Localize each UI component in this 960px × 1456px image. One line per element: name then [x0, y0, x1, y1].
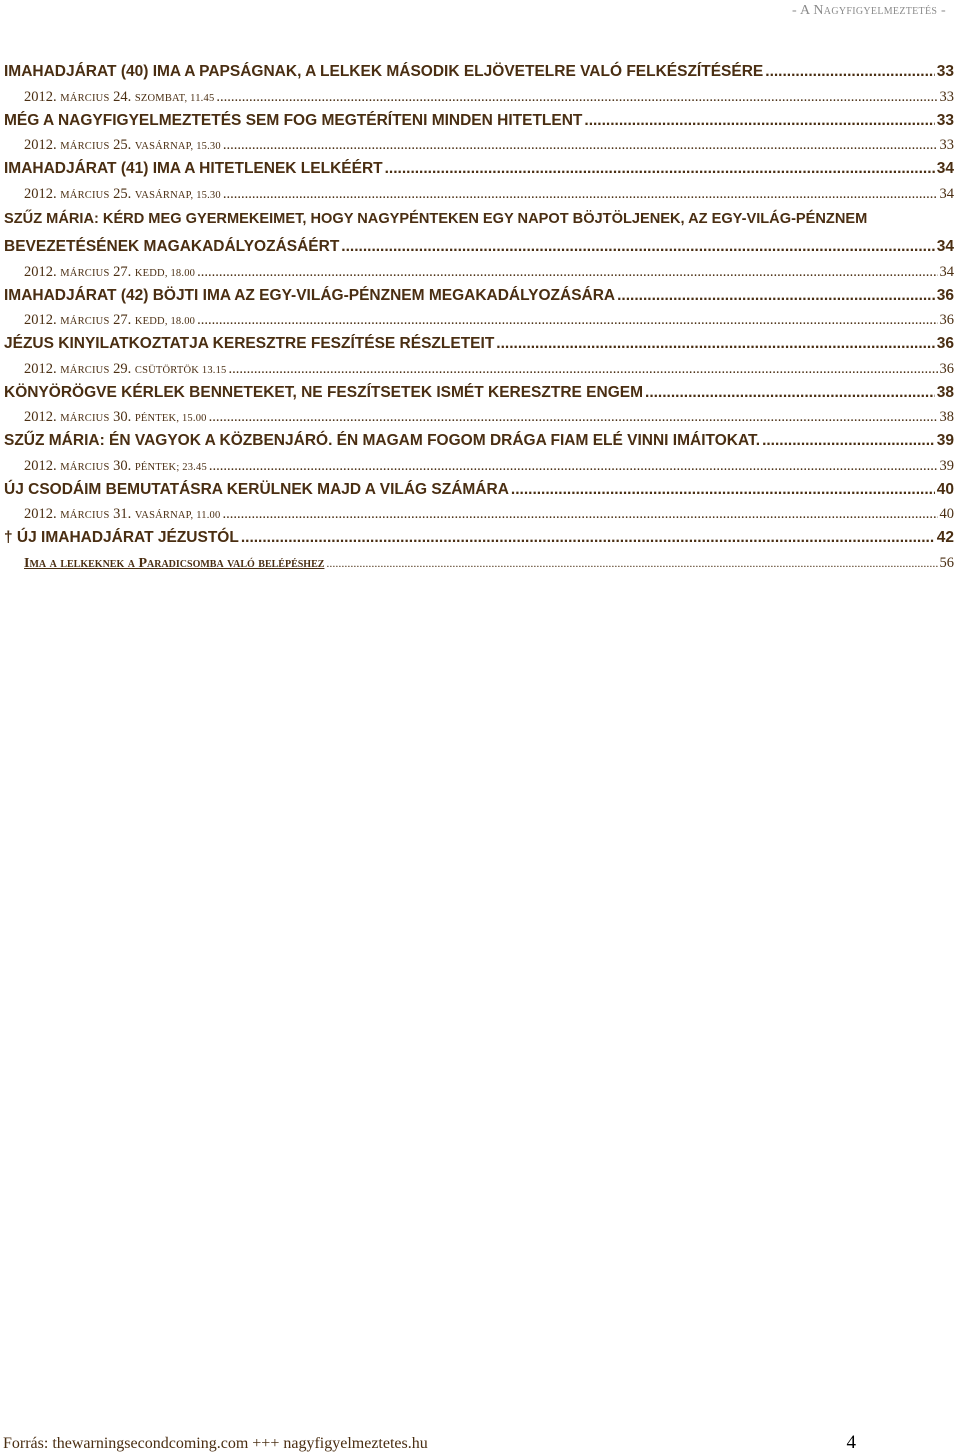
toc-leader-dots: [241, 526, 935, 551]
table-of-contents: [0, 60, 956, 575]
toc-subentry[interactable]: [0, 182, 956, 206]
toc-leader-dots: [496, 332, 934, 357]
toc-subentry-date: 2012. MÁRCIUS 25. VASÁRNAP, 15.30: [24, 185, 221, 202]
toc-leader-dots: [584, 109, 934, 134]
toc-entry-title: MÉG A NAGYFIGYELMEZTETÉS SEM FOG MEGTÉRÍTENI MINDEN HITETLENT: [4, 111, 583, 129]
toc-entry-title: JÉZUS KINYILATKOZTATJA KERESZTRE FESZÍTÉSE RÉSZLETEIT: [4, 335, 495, 352]
toc-entry-title: IMAHADJÁRAT (40) IMA A PAPSÁGNAK, A LELKEK MÁSODIK ELJÖVETELRE VALÓ FELKÉSZÍTÉSÉRE: [4, 63, 764, 80]
toc-leader-dots: [511, 478, 935, 503]
toc-entry[interactable]: [0, 478, 956, 503]
toc-leader-dots: [765, 60, 934, 85]
toc-subentry[interactable]: [0, 260, 956, 284]
toc-leader-dots: [209, 405, 938, 429]
toc-subentry-date: 2012. MÁRCIUS 30. PÉNTEK; 23.45: [24, 457, 207, 474]
toc-entry[interactable]: [0, 157, 956, 182]
toc-entry[interactable]: [0, 526, 956, 551]
toc-entry[interactable]: [0, 381, 956, 406]
toc-subentry-title: Ima a lelkeknek a Paradicsomba való belépéshez: [24, 555, 325, 571]
toc-subentry-page: 56: [939, 554, 954, 571]
toc-entry-title: † ÚJ IMAHADJÁRAT JÉZUSTÓL: [4, 529, 239, 546]
toc-subentry[interactable]: [0, 405, 956, 429]
toc-subentry-date: 2012. MÁRCIUS 24. SZOMBAT, 11.45: [24, 88, 215, 105]
toc-subentry[interactable]: [0, 502, 956, 526]
toc-subentry-page: 33: [939, 137, 954, 153]
toc-entry-title: ÚJ CSODÁIM BEMUTATÁSRA KERÜLNEK MAJD A VILÁG SZÁMÁRA: [4, 480, 509, 498]
toc-subentry[interactable]: [0, 454, 956, 478]
toc-subentry-date: 2012. MÁRCIUS 27. KEDD, 18.00: [24, 312, 196, 328]
toc-entry-title: IMAHADJÁRAT (41) IMA A HITETLENEK LELKÉÉRT: [4, 160, 383, 177]
toc-leader-dots: [197, 308, 937, 332]
toc-entry[interactable]: [0, 60, 956, 85]
toc-leader-dots: [216, 85, 937, 109]
toc-leader-dots: [385, 157, 935, 182]
toc-entry-page: 38: [936, 383, 954, 401]
toc-leader-dots: [617, 284, 935, 309]
toc-subentry-page: 36: [939, 360, 954, 377]
toc-entry[interactable]: [0, 429, 956, 454]
toc-subentry-date: 2012. MÁRCIUS 27. KEDD, 18.00: [24, 263, 196, 280]
toc-entry-multiline[interactable]: [0, 206, 956, 260]
toc-entry-title: IMAHADJÁRAT (42) BÖJTI IMA AZ EGY-VILÁG-PÉNZNEM MEGAKADÁLYOZÁSÁRA: [4, 286, 616, 304]
toc-subentry-prayer[interactable]: [0, 551, 956, 575]
toc-leader-dots: [197, 260, 937, 284]
toc-entry-page: 36: [936, 286, 954, 304]
toc-entry[interactable]: [0, 109, 956, 134]
toc-entry-page: 42: [936, 529, 954, 546]
toc-leader-dots: [222, 502, 937, 526]
running-title: - A Nagyfigyelmeztetés -: [791, 3, 946, 18]
toc-leader-dots: [326, 551, 937, 575]
toc-leader-dots: [762, 429, 935, 454]
toc-leader-dots: [645, 381, 935, 406]
toc-entry[interactable]: [0, 284, 956, 309]
toc-entry-title-line1: SZŰZ MÁRIA: KÉRD MEG GYERMEKEIMET, HOGY NAGYPÉNTEKEN EGY NAPOT BÖJTÖLJENEK, AZ EGY-VILÁG-PÉNZNEM: [4, 210, 868, 227]
toc-leader-dots: [341, 233, 934, 260]
toc-entry-page: 34: [936, 160, 954, 177]
toc-subentry-date: 2012. MÁRCIUS 25. VASÁRNAP, 15.30: [24, 137, 221, 153]
toc-subentry-page: 38: [939, 409, 954, 425]
toc-subentry-date: 2012. MÁRCIUS 29. CSÜTÖRTÖK 13.15: [24, 360, 227, 377]
toc-entry[interactable]: [0, 332, 956, 357]
toc-leader-dots: [223, 133, 938, 157]
toc-subentry-page: 34: [939, 263, 954, 280]
toc-leader-dots: [209, 454, 938, 478]
toc-subentry[interactable]: [0, 357, 956, 381]
toc-subentry-page: 33: [939, 88, 954, 105]
toc-subentry[interactable]: [0, 85, 956, 109]
toc-entry-page: 40: [936, 480, 954, 498]
toc-entry-page: 39: [936, 432, 954, 449]
toc-leader-dots: [229, 357, 938, 381]
toc-entry-page: 33: [936, 111, 954, 129]
toc-subentry-date: 2012. MÁRCIUS 31. VASÁRNAP, 11.00: [24, 506, 221, 522]
toc-subentry-page: 34: [939, 185, 954, 202]
toc-entry-page: 34: [936, 237, 954, 255]
page-number: 4: [846, 1432, 856, 1453]
toc-entry-title: KÖNYÖRÖGVE KÉRLEK BENNETEKET, NE FESZÍTSETEK ISMÉT KERESZTRE ENGEM: [4, 383, 644, 401]
toc-subentry[interactable]: [0, 308, 956, 332]
toc-entry-page: 36: [936, 335, 954, 352]
toc-subentry-page: 40: [939, 506, 954, 522]
footer-source: Forrás: thewarningsecondcoming.com +++ nagyfigyelmeztetes.hu: [3, 1435, 428, 1452]
toc-subentry-page: 39: [939, 457, 954, 474]
toc-subentry-page: 36: [939, 312, 954, 328]
toc-entry-title: SZŰZ MÁRIA: ÉN VAGYOK A KÖZBENJÁRÓ. ÉN MAGAM FOGOM DRÁGA FIAM ELÉ VINNI IMÁITOKAT.: [4, 432, 761, 449]
toc-entry-title-line2: BEVEZETÉSÉNEK MAGAKADÁLYOZÁSÁÉRT: [4, 237, 340, 255]
running-header: [792, 3, 946, 19]
toc-entry-page: 33: [936, 63, 954, 80]
toc-subentry[interactable]: [0, 133, 956, 157]
toc-subentry-date: 2012. MÁRCIUS 30. PÉNTEK, 15.00: [24, 409, 207, 425]
toc-leader-dots: [223, 182, 938, 206]
